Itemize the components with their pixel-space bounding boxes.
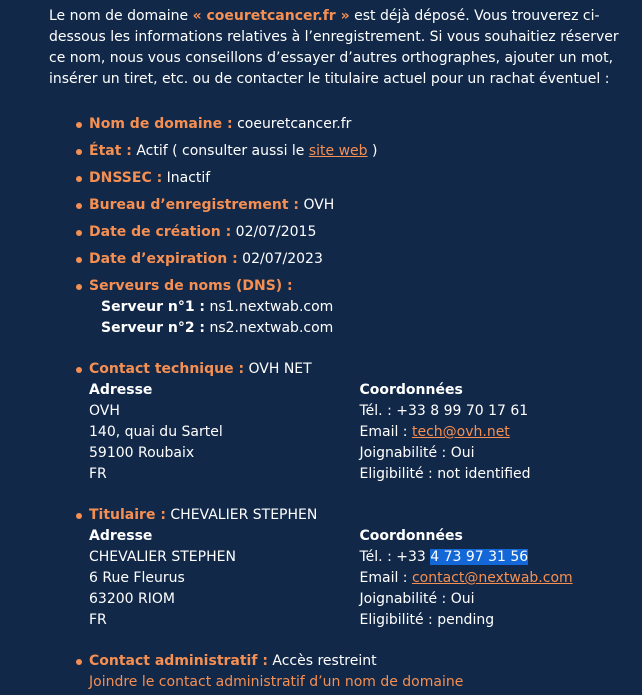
field-label: Contact technique : [89,361,245,377]
reachability-value: Oui [450,591,475,607]
intro-suffix: est déjà déposé. Vous trouverez ci-dessous les informations relatives à l’enregistrement. Si vous souhaitiez réserver ce nom, nous vous conseillons d’essayer d’autres orthographes, ajouter un mot, insérer un tiret, etc. ou de contacter le titulaire actuel pour un rachat éventuel : [49,8,619,87]
field-dns [49,276,630,353]
contact-admin [49,651,630,693]
dns-server-1 [89,297,630,318]
address-heading: Adresse [89,528,153,544]
field-value: 02/07/2015 [235,224,317,240]
admin-contact-link[interactable]: Joindre le contact administratif d’un nom de domaine [89,674,464,690]
reachability-label: Joignabilité : [359,445,451,461]
dns-server-2 [89,318,630,339]
email-row [360,568,631,589]
email-label: Email : [359,424,412,440]
field-label: Bureau d’enregistrement : [89,197,299,213]
eligibility-label: Eligibilité : [359,466,438,482]
dns-server-value: ns1.nextwab.com [209,299,334,315]
field-value: 02/07/2023 [242,251,323,267]
contact-grid [89,380,630,485]
email-row [360,422,631,443]
coords-column [360,380,631,485]
address-line: 63200 RIOM [89,591,175,607]
reachability-row [360,443,631,464]
phone-label: Tél. : [359,403,397,419]
eligibility-value: pending [437,612,495,628]
phone-prefix: +33 [396,549,431,565]
field-domain [49,114,630,135]
intro-domain: « coeuretcancer.fr » [192,8,350,24]
field-registrar [49,195,630,216]
phone-selected-text[interactable]: 4 73 97 31 56 [430,549,529,565]
address-line: CHEVALIER STEPHEN [89,549,236,565]
address-line: 59100 Roubaix [89,445,195,461]
field-value: OVH NET [248,361,312,377]
field-label: Date de création : [89,224,232,240]
field-label: Titulaire : [89,507,166,523]
email-label: Email : [359,570,412,586]
phone-value: +33 8 99 70 17 61 [396,403,529,419]
email-link[interactable]: contact@nextwab.com [411,570,573,586]
address-column [89,380,360,485]
dns-server-value: ns2.nextwab.com [209,320,334,336]
field-state [49,141,630,162]
field-value: coeuretcancer.fr [237,116,352,132]
address-line: OVH [89,403,120,419]
address-heading: Adresse [89,382,153,398]
whois-info-list [49,114,630,693]
address-line: 140, quai du Sartel [89,424,223,440]
contact-technical [49,359,630,499]
contact-holder [49,505,630,645]
phone-row [360,547,631,568]
coords-heading: Coordonnées [359,382,463,398]
email-link[interactable]: tech@ovh.net [411,424,510,440]
reachability-label: Joignabilité : [359,591,451,607]
field-expires [49,249,630,270]
field-label: Contact administratif : [89,653,268,669]
eligibility-label: Eligibilité : [359,612,438,628]
field-label: Nom de domaine : [89,116,233,132]
field-label: État : [89,143,132,159]
field-value: CHEVALIER STEPHEN [170,507,318,523]
dns-server-label: Serveur n°2 : [101,320,206,336]
field-dnssec [49,168,630,189]
spacer [89,339,630,353]
field-value-end: ) [367,143,378,159]
eligibility-row [360,610,631,631]
site-web-link[interactable]: site web [308,143,368,159]
coords-heading: Coordonnées [359,528,463,544]
phone-label: Tél. : [359,549,397,565]
dns-server-label: Serveur n°1 : [101,299,206,315]
field-label: Date d’expiration : [89,251,238,267]
field-value: Accès restreint [272,653,377,669]
reachability-value: Oui [450,445,475,461]
field-label: DNSSEC : [89,170,163,186]
intro-paragraph [49,6,629,90]
eligibility-row [360,464,631,485]
field-value: Actif ( consulter aussi le [136,143,309,159]
field-value: OVH [303,197,335,213]
field-label: Serveurs de noms (DNS) : [89,278,293,294]
spacer [89,631,630,645]
field-created [49,222,630,243]
coords-column [360,526,631,631]
eligibility-value: not identified [437,466,531,482]
address-line: FR [89,466,107,482]
address-line: FR [89,612,107,628]
contact-grid [89,526,630,631]
phone-row [360,401,631,422]
intro-prefix: Le nom de domaine [49,8,193,24]
spacer [89,485,630,499]
address-line: 6 Rue Fleurus [89,570,185,586]
field-value: Inactif [166,170,211,186]
address-column [89,526,360,631]
reachability-row [360,589,631,610]
